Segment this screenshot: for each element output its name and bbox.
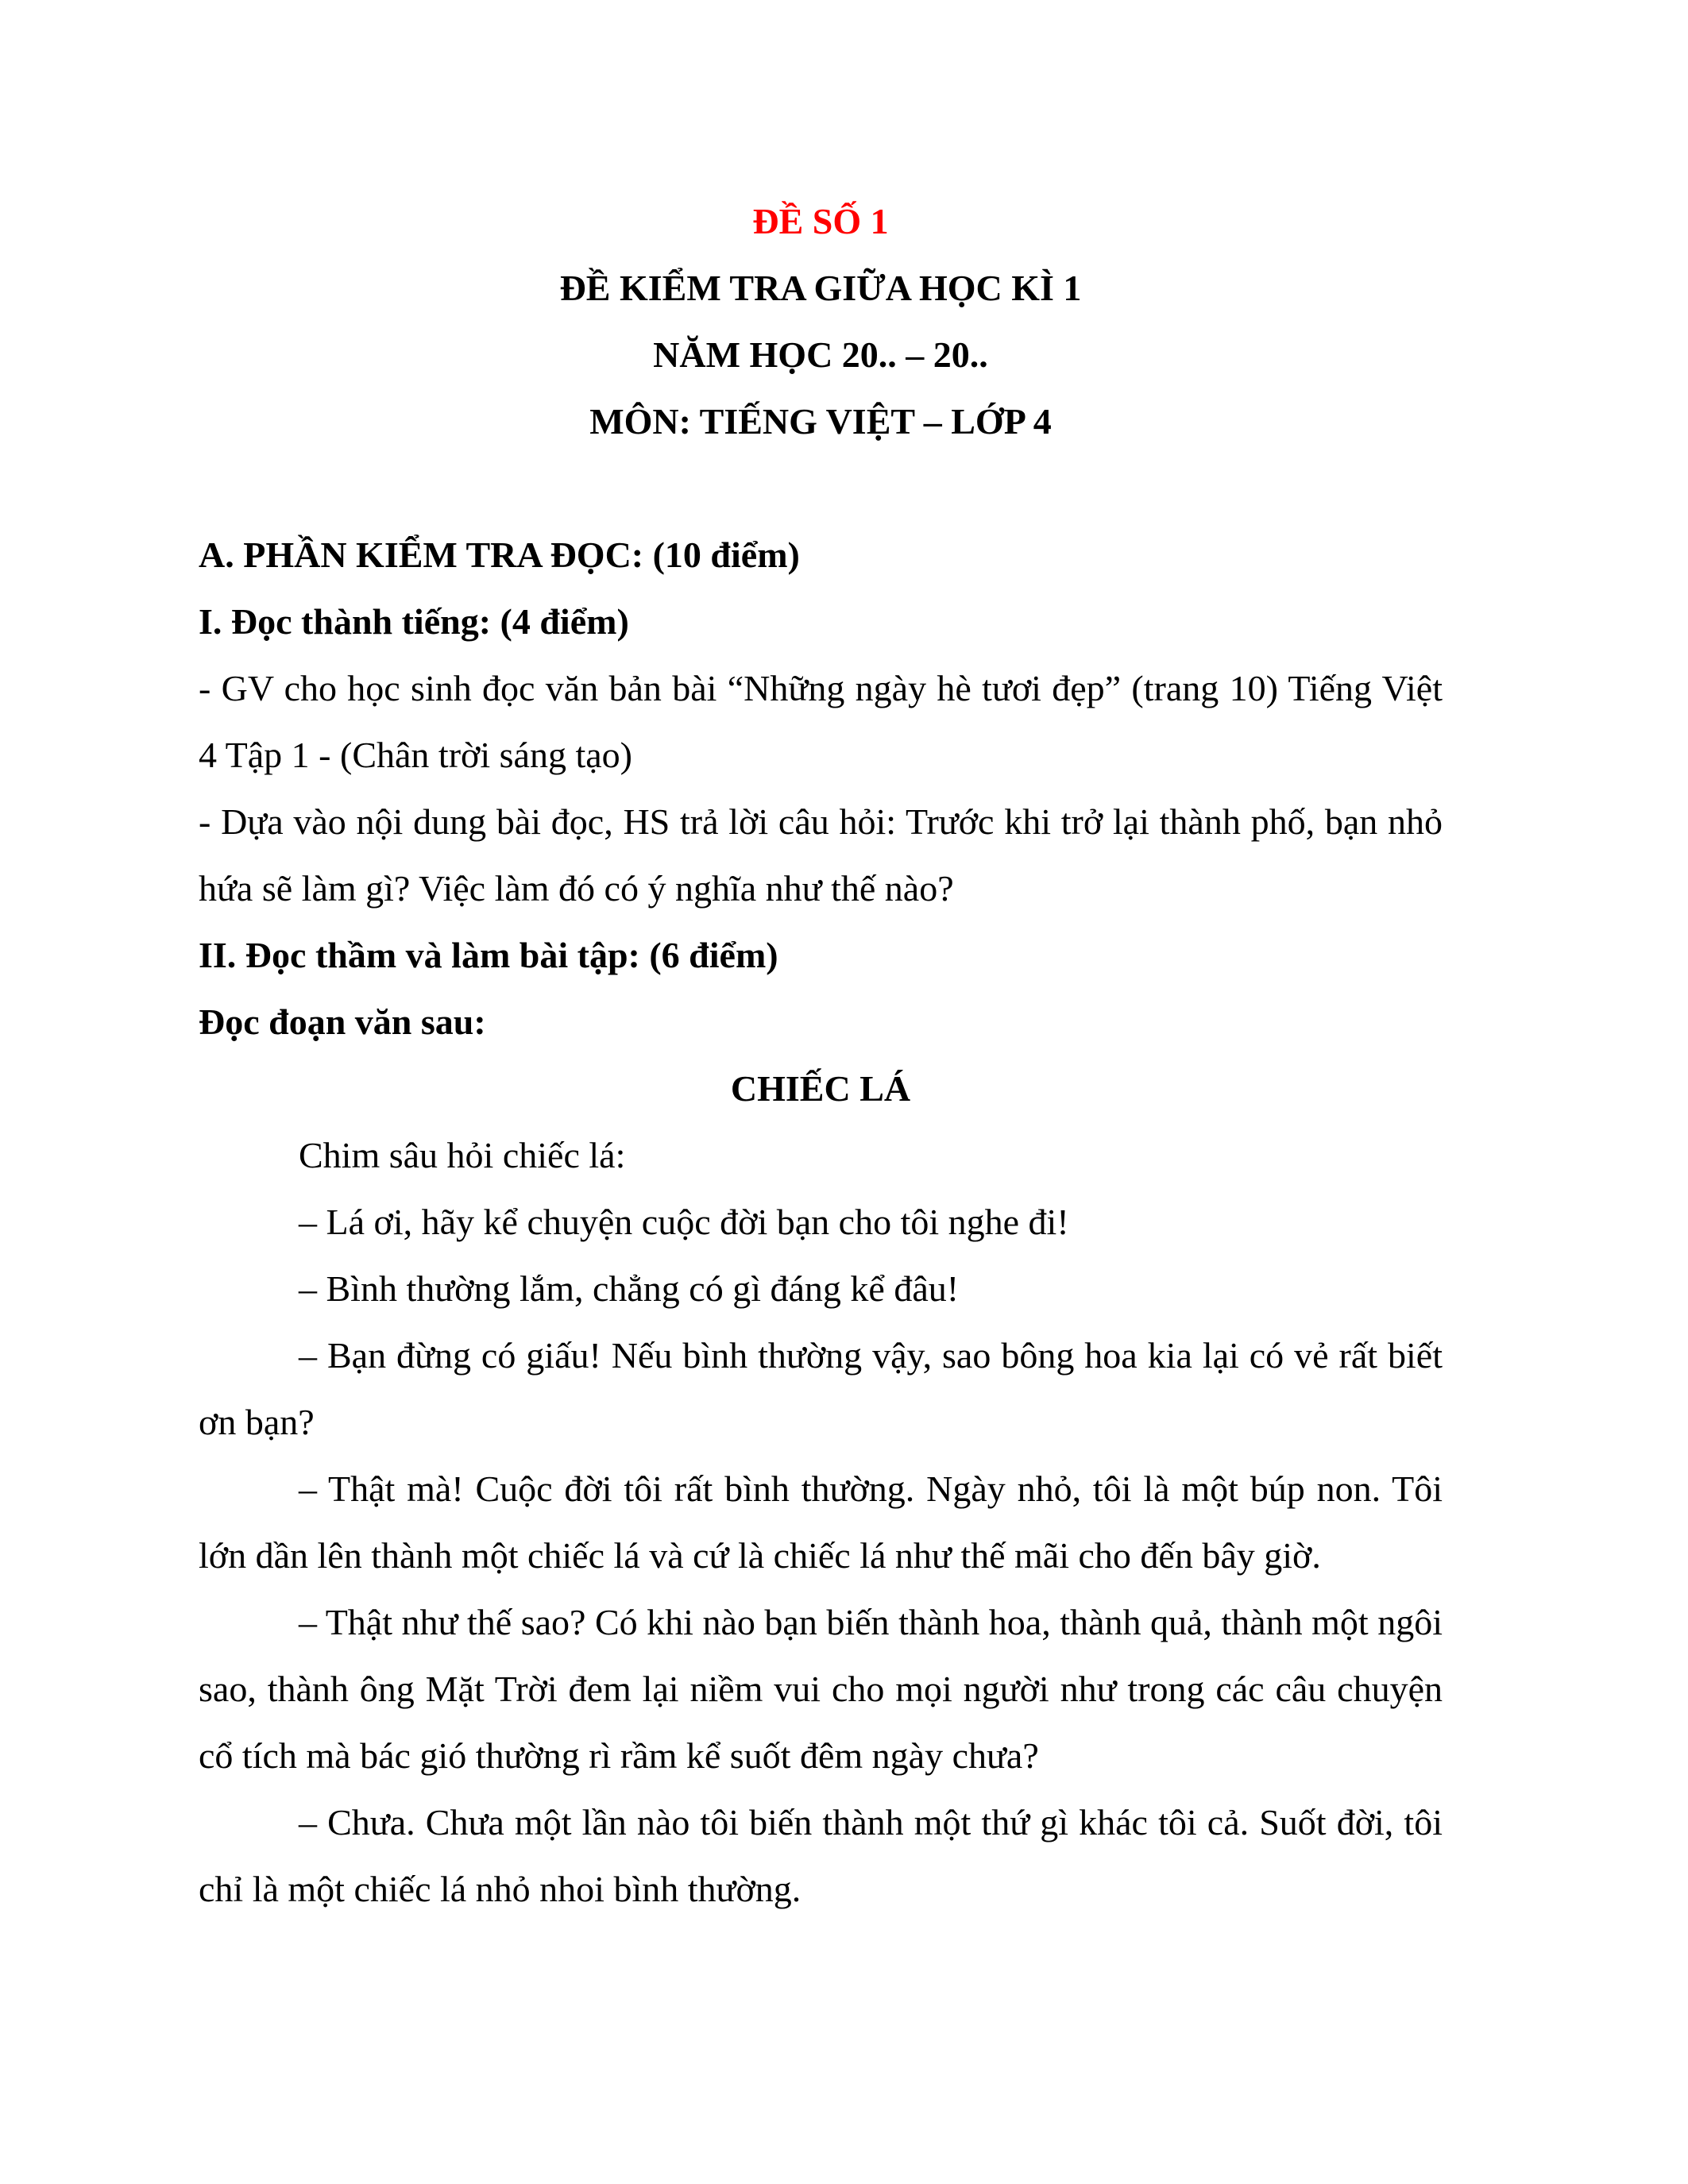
story-body	[199, 1122, 1443, 1923]
section-a-heading: A. PHẦN KIỂM TRA ĐỌC: (10 điểm)	[199, 534, 800, 575]
school-year: NĂM HỌC 20.. – 20..	[653, 334, 988, 375]
exam-title: ĐỀ KIỂM TRA GIỮA HỌC KÌ 1	[559, 268, 1082, 308]
exam-number: ĐỀ SỐ 1	[752, 201, 889, 241]
story-paragraph: – Thật mà! Cuộc đời tôi rất bình thường. Ngày nhỏ, tôi là một búp non. Tôi lớn dần lên thành một chiếc lá và cứ là chiếc lá như thế mãi cho đến bây giờ.	[199, 1468, 1443, 1576]
story-paragraph: Chim sâu hỏi chiếc lá:	[299, 1135, 626, 1175]
subject-line: MÔN: TIẾNG VIỆT – LỚP 4	[589, 401, 1052, 442]
exam-header	[199, 188, 1443, 455]
part-2-heading: II. Đọc thầm và làm bài tập: (6 điểm)	[199, 935, 778, 975]
story-paragraph: – Bạn đừng có giấu! Nếu bình thường vậy, sao bông hoa kia lại có vẻ rất biết ơn bạn?	[199, 1335, 1443, 1442]
spacer	[199, 455, 1443, 522]
part-1-line-2: - Dựa vào nội dung bài đọc, HS trả lời câu hỏi: Trước khi trở lại thành phố, bạn nhỏ hứa sẽ làm gì? Việc làm đó có ý nghĩa như thế nào?	[199, 801, 1443, 909]
story-title: CHIẾC LÁ	[730, 1068, 911, 1109]
part-1-line-1: - GV cho học sinh đọc văn bản bài “Những ngày hè tươi đẹp” (trang 10) Tiếng Việt 4 Tập 1 - (Chân trời sáng tạo)	[199, 668, 1443, 775]
document-page	[199, 188, 1443, 1923]
reading-instruction: Đọc đoạn văn sau:	[199, 1001, 486, 1042]
story-paragraph: – Bình thường lắm, chẳng có gì đáng kể đâu!	[299, 1268, 960, 1309]
part-1-heading: I. Đọc thành tiếng: (4 điểm)	[199, 601, 629, 642]
story-paragraph: – Lá ơi, hãy kể chuyện cuộc đời bạn cho tôi nghe đi!	[299, 1202, 1069, 1242]
story-paragraph: – Thật như thế sao? Có khi nào bạn biến thành hoa, thành quả, thành một ngôi sao, thành ông Mặt Trời đem lại niềm vui cho mọi người như trong các câu chuyện cổ tích mà bác gió thường rì rầm kể suốt đêm ngày chưa?	[199, 1602, 1443, 1776]
story-paragraph: – Chưa. Chưa một lần nào tôi biến thành một thứ gì khác tôi cả. Suốt đời, tôi chỉ là một chiếc lá nhỏ nhoi bình thường.	[199, 1802, 1443, 1909]
